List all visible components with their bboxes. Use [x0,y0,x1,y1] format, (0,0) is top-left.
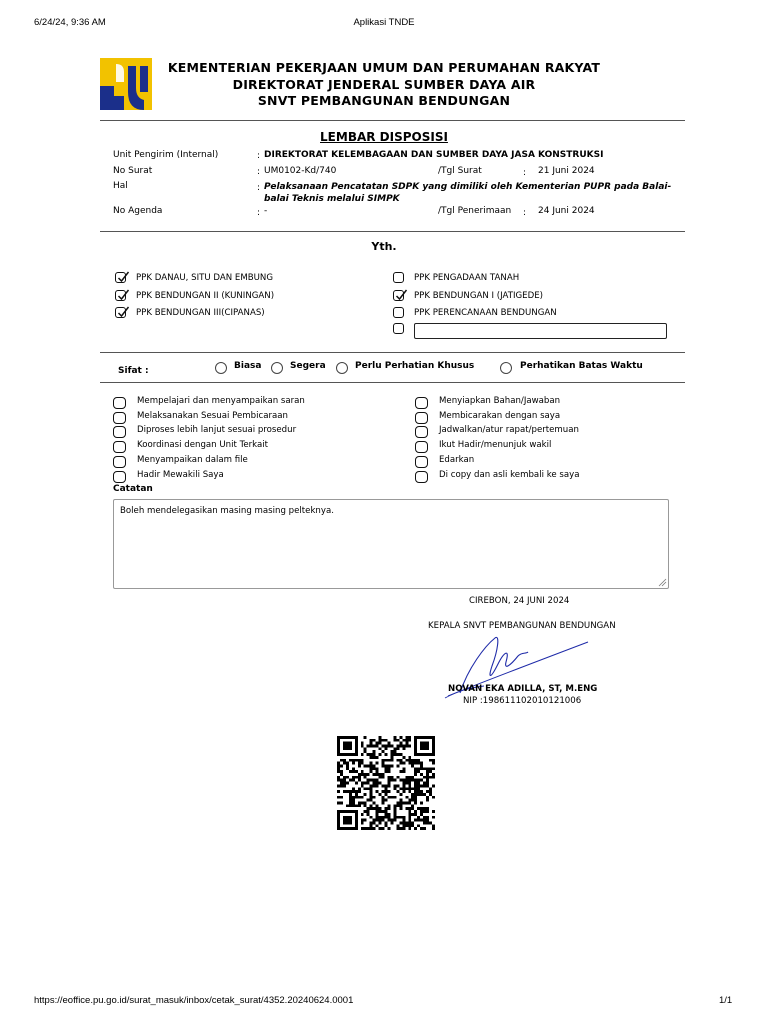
instruction-label: Koordinasi dengan Unit Terkait [137,440,269,450]
instruction-label: Membicarakan dengan saya [439,411,561,421]
instruction-checkbox[interactable] [113,412,126,424]
divider-sifat [100,352,685,353]
ministry-name: KEMENTERIAN PEKERJAAN UMUM DAN PERUMAHAN RAKYAT [167,60,601,75]
tgl-penerimaan-label: /Tgl Penerimaan [438,206,512,216]
sifat-perhatikan-batas-waktu-label: Perhatikan Batas Waktu [520,361,643,371]
sifat-biasa-label: Biasa [234,361,262,371]
signature-place-date: CIREBON, 24 JUNI 2024 [469,596,570,606]
recipient-label: PPK BENDUNGAN III(CIPANAS) [136,308,265,318]
colon: : [257,183,261,193]
instruction-checkbox[interactable] [113,456,126,468]
instruction-label: Hadir Mewakili Saya [137,470,224,480]
instruction-checkbox[interactable] [113,426,126,438]
qr-code [337,736,435,830]
colon: : [257,208,261,218]
sifat-segera-label: Segera [290,361,326,371]
recipient-checkbox[interactable] [393,307,404,318]
instruction-label: Menyampaikan dalam file [137,455,248,465]
colon: : [257,167,261,177]
tgl-surat-label: /Tgl Surat [438,166,482,176]
instruction-checkbox[interactable] [415,456,428,468]
instruction-checkbox[interactable] [415,471,428,483]
recipient-label: PPK BENDUNGAN I (JATIGEDE) [414,291,544,301]
recipient-checkbox[interactable] [115,272,126,283]
instruction-checkbox[interactable] [113,441,126,453]
instruction-checkbox[interactable] [113,397,126,409]
yth-title: Yth. [371,240,397,253]
colon: : [523,208,527,218]
sifat-biasa-radio[interactable] [215,362,227,374]
signature-nip: NIP :198611102010121006 [463,696,582,706]
sifat-label: Sifat : [118,366,149,376]
sifat-perlu-perhatian-khusus-radio[interactable] [336,362,348,374]
signature-position: KEPALA SNVT PEMBANGUNAN BENDUNGAN [428,621,616,631]
print-page-number: 1/1 [719,995,733,1006]
catatan-textarea[interactable] [113,499,669,589]
recipient-other-checkbox[interactable] [393,323,404,334]
instruction-label: Menyiapkan Bahan/Jawaban [439,396,561,406]
form-title: LEMBAR DISPOSISI [320,130,448,144]
sifat-perlu-perhatian-khusus-label: Perlu Perhatian Khusus [355,361,475,371]
recipient-checkbox[interactable] [393,272,404,283]
instruction-checkbox[interactable] [415,397,428,409]
unit-name: SNVT PEMBANGUNAN BENDUNGAN [257,93,511,108]
print-datetime: 6/24/24, 9:36 AM [34,17,106,28]
print-title: Aplikasi TNDE [353,17,415,28]
no-surat-value: UM0102-Kd/740 [264,166,337,176]
instruction-checkbox[interactable] [415,412,428,424]
instruction-label: Di copy dan asli kembali ke saya [439,470,580,480]
no-agenda-label: No Agenda [113,206,163,216]
recipient-other-input[interactable] [414,323,667,339]
divider-instructions [100,382,685,383]
recipient-label: PPK BENDUNGAN II (KUNINGAN) [136,291,275,301]
divider-top [100,120,685,121]
sifat-perhatikan-batas-waktu-radio[interactable] [500,362,512,374]
tgl-surat-value: 21 Juni 2024 [538,166,595,176]
instruction-label: Melaksanakan Sesuai Pembicaraan [137,411,288,421]
signature-name: NOVAN EKA ADILLA, ST, M.ENG [448,684,598,694]
unit-pengirim-value: DIREKTORAT KELEMBAGAAN DAN SUMBER DAYA JASA KONSTRUKSI [264,150,604,160]
print-url: https://eoffice.pu.go.id/surat_masuk/inbox/cetak_surat/4352.20240624.0001 [34,995,354,1006]
unit-pengirim-label: Unit Pengirim (Internal) [113,150,219,160]
tgl-penerimaan-value: 24 Juni 2024 [538,206,595,216]
hal-label: Hal [113,181,128,191]
instruction-checkbox[interactable] [415,426,428,438]
recipient-checkbox[interactable] [393,290,404,301]
recipient-label: PPK PERENCANAAN BENDUNGAN [414,308,557,318]
instruction-checkbox[interactable] [415,441,428,453]
recipient-label: PPK DANAU, SITU DAN EMBUNG [136,273,274,283]
catatan-text: Boleh mendelegasikan masing masing pelteknya. [120,506,334,516]
catatan-label: Catatan [113,484,153,494]
recipient-checkbox[interactable] [115,307,126,318]
resize-handle-icon[interactable] [658,578,667,587]
instruction-label: Diproses lebih lanjut sesuai prosedur [137,425,297,435]
recipient-label: PPK PENGADAAN TANAH [414,273,520,283]
instruction-label: Edarkan [439,455,475,465]
recipient-checkbox[interactable] [115,290,126,301]
instruction-checkbox[interactable] [113,471,126,483]
instruction-label: Ikut Hadir/menunjuk wakil [439,440,552,450]
colon: : [257,151,261,161]
no-surat-label: No Surat [113,166,153,176]
colon: : [523,168,527,178]
hal-value-line2: balai Teknis melalui SIMPK [264,194,400,204]
hal-value-line1: Pelaksanaan Pencatatan SDPK yang dimiliki oleh Kementerian PUPR pada Balai- [264,182,672,192]
no-agenda-value: - [264,206,268,216]
instruction-label: Mempelajari dan menyampaikan saran [137,396,305,406]
instruction-label: Jadwalkan/atur rapat/pertemuan [439,425,579,435]
directorate-name: DIREKTORAT JENDERAL SUMBER DAYA AIR [232,77,536,92]
divider-yth [100,231,685,232]
sifat-segera-radio[interactable] [271,362,283,374]
